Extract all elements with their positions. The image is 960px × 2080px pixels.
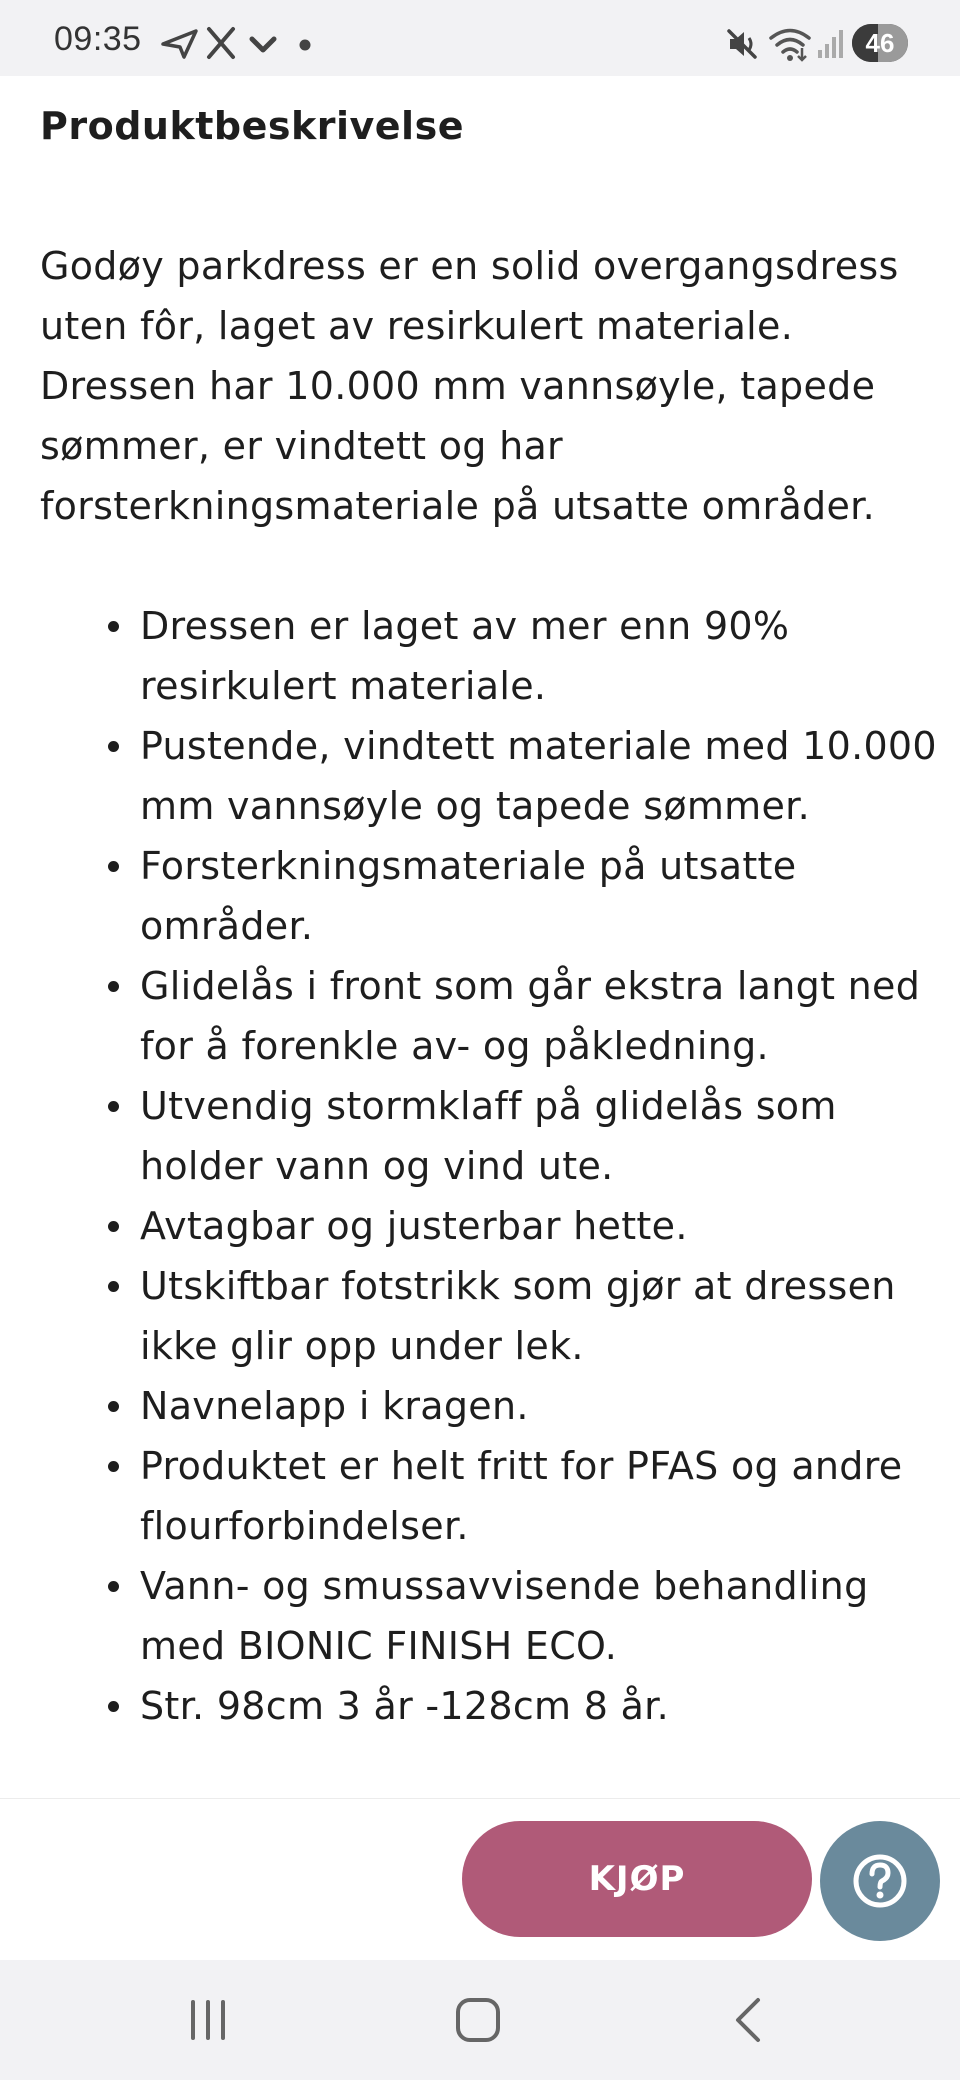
product-description: Godøy parkdress er en solid overgangsdress uten fôr, laget av resirkulert materiale. Dressen har 10.000 mm vannsøyle, tapede sømmer, er vindtett og har forsterkningsmateriale på utsatte områder.: [40, 244, 899, 528]
recent-apps-icon: [148, 1980, 268, 2060]
list-item: Str. 98cm 3 år -128cm 8 år.: [140, 1676, 940, 1736]
list-item: Forsterkningsmateriale på utsatte områder.: [140, 836, 940, 956]
wifi-icon: [768, 26, 812, 62]
section-title: Produktbeskrivelse: [40, 104, 464, 148]
list-item: Glidelås i front som går ekstra langt ned for å forenkle av- og påkledning.: [140, 956, 940, 1076]
feature-list: [40, 596, 940, 1736]
product-description-section: [40, 76, 937, 1736]
status-time: 09:35: [54, 20, 142, 58]
navigation-bar: [0, 1960, 960, 2080]
question-mark-icon: [820, 1821, 940, 1941]
list-item: Utskiftbar fotstrikk som gjør at dressen ikke glir opp under lek.: [140, 1256, 940, 1376]
list-item: Produktet er helt fritt for PFAS og andre flourforbindelser.: [140, 1436, 940, 1556]
list-item: Navnelapp i kragen.: [140, 1376, 940, 1436]
list-item: Vann- og smussavvisende behandling med BIONIC FINISH ECO.: [140, 1556, 940, 1676]
list-item: Utvendig stormklaff på glidelås som holder vann og vind ute.: [140, 1076, 940, 1196]
mute-icon: [724, 26, 760, 62]
home-button[interactable]: [418, 1980, 538, 2060]
dot-icon: [298, 38, 312, 52]
chevron-down-icon: [248, 32, 278, 56]
battery-icon: [852, 24, 908, 62]
signal-icon: [816, 28, 846, 60]
list-item: Avtagbar og justerbar hette.: [140, 1196, 940, 1256]
buy-button[interactable]: KJØP: [462, 1821, 812, 1937]
action-bar: [0, 1798, 960, 1961]
recent-apps-button[interactable]: [148, 1980, 268, 2060]
navigation-arrow-icon: [160, 28, 200, 60]
list-item: Dressen er laget av mer enn 90% resirkulert materiale.: [140, 596, 940, 716]
home-icon: [418, 1980, 538, 2060]
battery-level: 46: [865, 28, 895, 58]
x-logo-icon: [206, 26, 236, 60]
help-button[interactable]: [820, 1821, 940, 1941]
back-button[interactable]: [688, 1980, 808, 2060]
list-item: Pustende, vindtett materiale med 10.000 mm vannsøyle og tapede sømmer.: [140, 716, 940, 836]
status-bar: [0, 0, 960, 76]
back-icon: [688, 1980, 808, 2060]
